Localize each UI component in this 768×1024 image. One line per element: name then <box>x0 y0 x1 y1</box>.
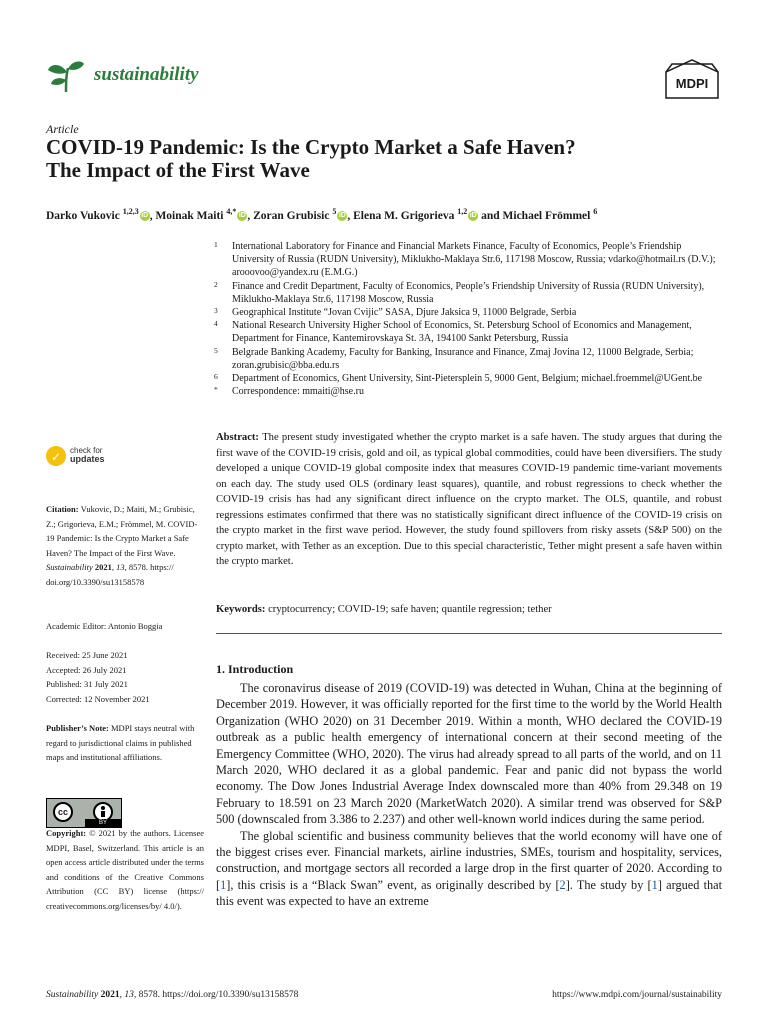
author-separator: and <box>478 209 503 222</box>
corrected-date: Corrected: 12 November 2021 <box>46 693 150 704</box>
title-line-2: The Impact of the First Wave <box>46 158 310 182</box>
journal-leaf-logo <box>46 58 86 94</box>
affiliation-text: Geographical Institute “Jovan Cvijic” SASA, Djure Jaksica 9, 11000 Belgrade, Serbia <box>232 307 577 319</box>
paragraph-text: ]. The study by [ <box>565 877 652 892</box>
check-updates-icon: ✓ <box>46 446 66 466</box>
footer-doi[interactable]: , 8578. https://doi.org/10.3390/su13158578 <box>133 990 299 1000</box>
citation-link[interactable]: 1 <box>220 877 227 892</box>
publisher-note-label: Publisher’s Note: <box>46 723 109 733</box>
author-separator: , <box>247 209 254 222</box>
affiliation-number: 6 <box>214 372 218 382</box>
orcid-icon[interactable]: iD <box>338 212 346 220</box>
citation-year: 2021 <box>94 562 112 572</box>
citation-volume: 13 <box>116 562 125 572</box>
introduction-body <box>216 680 722 910</box>
published-date: Published: 31 July 2021 <box>46 679 128 689</box>
citation-link[interactable]: 1 <box>651 877 658 892</box>
paragraph: The coronavirus disease of 2019 (COVID-19) was detected in Wuhan, China at the beginning of December 2019. However, it was officially reported for the first time to the world by the World Health Organization (WHO 2020) on 31 December 2019. Within a month, WHO declared the COVID-19 outbreak as a public health emergency of international concern at their second meeting of the Emergency Committee (WHO, 2020). The virus had already spread to all parts of the world, and on 11 March 2020, WHO declared it as a global pandemic. Fear and panic did not bypass the world economy. The Dow Jones Industrial Average Index downscaled more than 40% from 29.348 on 19 February to 18.591 on 23 March 2020 (MarketWatch 2020). A similar trend was observed for S&P 500 (downscaled from 3.386 to 2.237) and other well-known world indices during the same period. <box>216 681 722 827</box>
footer-journal-url[interactable]: https://www.mdpi.com/journal/sustainability <box>552 990 722 1000</box>
copyright-block <box>46 826 204 913</box>
abstract <box>216 430 722 570</box>
correspondence <box>214 385 724 398</box>
check-for-updates-badge[interactable] <box>46 446 156 470</box>
article-title <box>46 136 726 182</box>
paragraph-text: The global scientific and business community believes that the world economy will have one of the biggest crises ever. Financial markets, airline industries, SMEs, tourism and hospitality, services, construction, and mortgage sectors all recorded a large drop in the first quarter of 2020. According to [ <box>216 828 722 892</box>
affiliation-item <box>214 346 724 372</box>
author-list <box>46 204 746 224</box>
affiliation-text: Belgrade Banking Academy, Faculty for Banking, Insurance and Finance, Zmaj Jovina 12, 11000 Belgrade, Serbia; zoran.grubisic@bba.edu.rs <box>232 346 694 371</box>
author-name[interactable]: Zoran Grubisic <box>253 209 330 222</box>
affiliation-number: * <box>214 385 218 395</box>
affiliation-number: 1 <box>214 240 218 249</box>
affiliation-text: National Research University Higher School of Economics, St. Petersburg School of Economics and Management, Department for Finance, Kantemirovskaya St. 3A, 194100 Sankt Petersburg, Russia <box>232 320 692 345</box>
citation-doi[interactable]: , 8578. https:// doi.org/10.3390/su13158578 <box>46 562 174 587</box>
footer-volume: 13 <box>124 990 134 1000</box>
updates-label: updates <box>70 454 105 464</box>
affiliation-number: 2 <box>214 279 218 289</box>
paragraph-text: ] argued that this event was expected to have an extreme <box>216 877 723 909</box>
publisher-name: MDPI <box>675 76 709 91</box>
citation-link[interactable]: 2 <box>559 877 566 892</box>
copyright-label: Copyright: <box>46 828 87 838</box>
cc-by-license-icon[interactable] <box>46 798 122 828</box>
author-affiliation-sup: 4,* <box>226 207 237 216</box>
orcid-icon[interactable]: iD <box>238 212 246 220</box>
affiliation-item <box>214 319 724 345</box>
mdpi-logo <box>664 58 720 102</box>
accepted-date: Accepted: 26 July 2021 <box>46 664 127 675</box>
affiliations <box>214 240 724 398</box>
affiliation-text: Department of Economics, Ghent University, Sint-Pietersplein 5, 9000 Gent, Belgium; michael.froemmel@UGent.be <box>232 373 703 385</box>
affiliation-text: International Laboratory for Finance and Financial Markets Finance, Faculty of Economics, People’s Friendship University of Russia (RUDN University), Miklukho-Maklaya Str.6, 117198 Moscow, Russia; vdarko@hotmail.rs (D.V.); arooovoo@yandex.ru (E.M.G.) <box>232 241 716 279</box>
affiliation-number: 4 <box>214 319 218 329</box>
keywords <box>216 602 722 617</box>
keywords-text: cryptocurrency; COVID-19; safe haven; quantile regression; tether <box>268 604 552 615</box>
author-affiliation-sup: 5 <box>332 207 337 216</box>
correspondence-text: Correspondence: mmaiti@hse.ru <box>232 386 364 398</box>
citation-journal: Sustainability <box>46 562 93 572</box>
paragraph <box>216 828 722 910</box>
orcid-icon[interactable]: iD <box>141 212 149 220</box>
check-updates-text <box>70 446 105 464</box>
received-date: Received: 25 June 2021 <box>46 650 128 660</box>
affiliation-item <box>214 240 724 280</box>
keywords-label: Keywords: <box>216 604 266 615</box>
title-line-1: COVID-19 Pandemic: Is the Crypto Market a Safe Haven? <box>46 135 576 159</box>
author-affiliation-sup: 1,2,3 <box>122 207 139 216</box>
publisher-note-text: MDPI stays neutral with regard to jurisdictional claims in published maps and institutional affiliations. <box>46 723 195 762</box>
publication-dates <box>46 648 204 706</box>
publisher-note <box>46 721 204 765</box>
author-name[interactable]: Michael Frömmel <box>502 209 591 222</box>
citation-text: Vukovic, D.; Maiti, M.; Grubisic, Z.; Grigorieva, E.M.; Frömmel, M. COVID-19 Pandemic: Is the Crypto Market a Safe Haven? The Impact of the First Wave. <box>46 504 198 558</box>
author-name[interactable]: Moinak Maiti <box>155 209 224 222</box>
orcid-icon[interactable]: iD <box>469 212 477 220</box>
affiliation-text: Finance and Credit Department, Faculty of Economics, People’s Friendship University of Russia (RUDN University), Miklukho-Maklaya Str.6, 117198 Moscow, Russia <box>232 280 705 305</box>
affiliation-item <box>214 372 724 385</box>
section-divider <box>216 633 722 634</box>
author-name[interactable]: Darko Vukovic <box>46 209 120 222</box>
citation-label: Citation: <box>46 504 79 514</box>
article-type: Article <box>46 122 79 136</box>
author-separator: , <box>347 209 354 222</box>
affiliation-number: 3 <box>214 306 218 316</box>
author-affiliation-sup: 6 <box>593 207 598 216</box>
author-separator: , <box>149 209 156 222</box>
section-heading: 1. Introduction <box>216 662 294 676</box>
check-for-label: check for <box>70 446 103 455</box>
author-name[interactable]: Elena M. Grigorieva <box>353 209 455 222</box>
abstract-label: Abstract: <box>216 432 259 443</box>
author-affiliation-sup: 1,2 <box>457 207 468 216</box>
journal-name: sustainability <box>94 64 199 85</box>
affiliation-item <box>214 306 724 319</box>
affiliation-number: 5 <box>214 345 218 355</box>
footer-citation: Sustainability 2021, 13, 8578. https://doi.org/10.3390/su13158578 <box>46 990 299 1000</box>
cc-icon: cc <box>53 802 73 822</box>
footer-year: 2021 <box>100 990 120 1000</box>
footer-journal: Sustainability <box>46 990 99 1000</box>
by-label: BY <box>85 819 121 827</box>
copyright-text: © 2021 by the authors. Licensee MDPI, Basel, Switzerland. This article is an open access article distributed under the terms and conditions of the Creative Commons Attribution (CC BY) license (https:// creativecommons.org/licenses/by/ 4.0/). <box>46 828 204 911</box>
citation-block: Citation: Vukovic, D.; Maiti, M.; Grubisic, Z.; Grigorieva, E.M.; Frömmel, M. COVID-19 Pandemic: Is the Crypto Market a Safe Haven? The Impact of the First Wave. Sustainability 2021, 13, 8578. https:// doi.org/10.3390/su13158578 <box>46 504 198 587</box>
affiliation-item <box>214 280 724 306</box>
paragraph-text: ], this crisis is a “Black Swan” event, as originally described by [ <box>226 877 560 892</box>
academic-editor: Academic Editor: Antonio Boggia <box>46 621 163 631</box>
abstract-text: The present study investigated whether the crypto market is a safe haven. The study argues that during the first wave of the COVID-19 crisis, gold and oil, as typical global commodities, could have been diversifiers. The study developed a unique COVID-19 global composite index that measures COVID-19 pandemic time-variant movements on each day. The study used OLS (ordinary least squares), quantile, and robust regressions to check whether the COVID-19 crisis has had any significant direct influence on the crypto market. The OLS, quantile, and robust regressions estimates confirmed that there was no statistically significant direct influence of the COVID-19 crisis on the crypto market in the first wave period. However, the study found spillovers from risky assets (S&P 500) on the crypto market, with Tether as an exception. Due to this special characteristic, Tether might present a safe haven within the crypto market. <box>216 432 722 567</box>
